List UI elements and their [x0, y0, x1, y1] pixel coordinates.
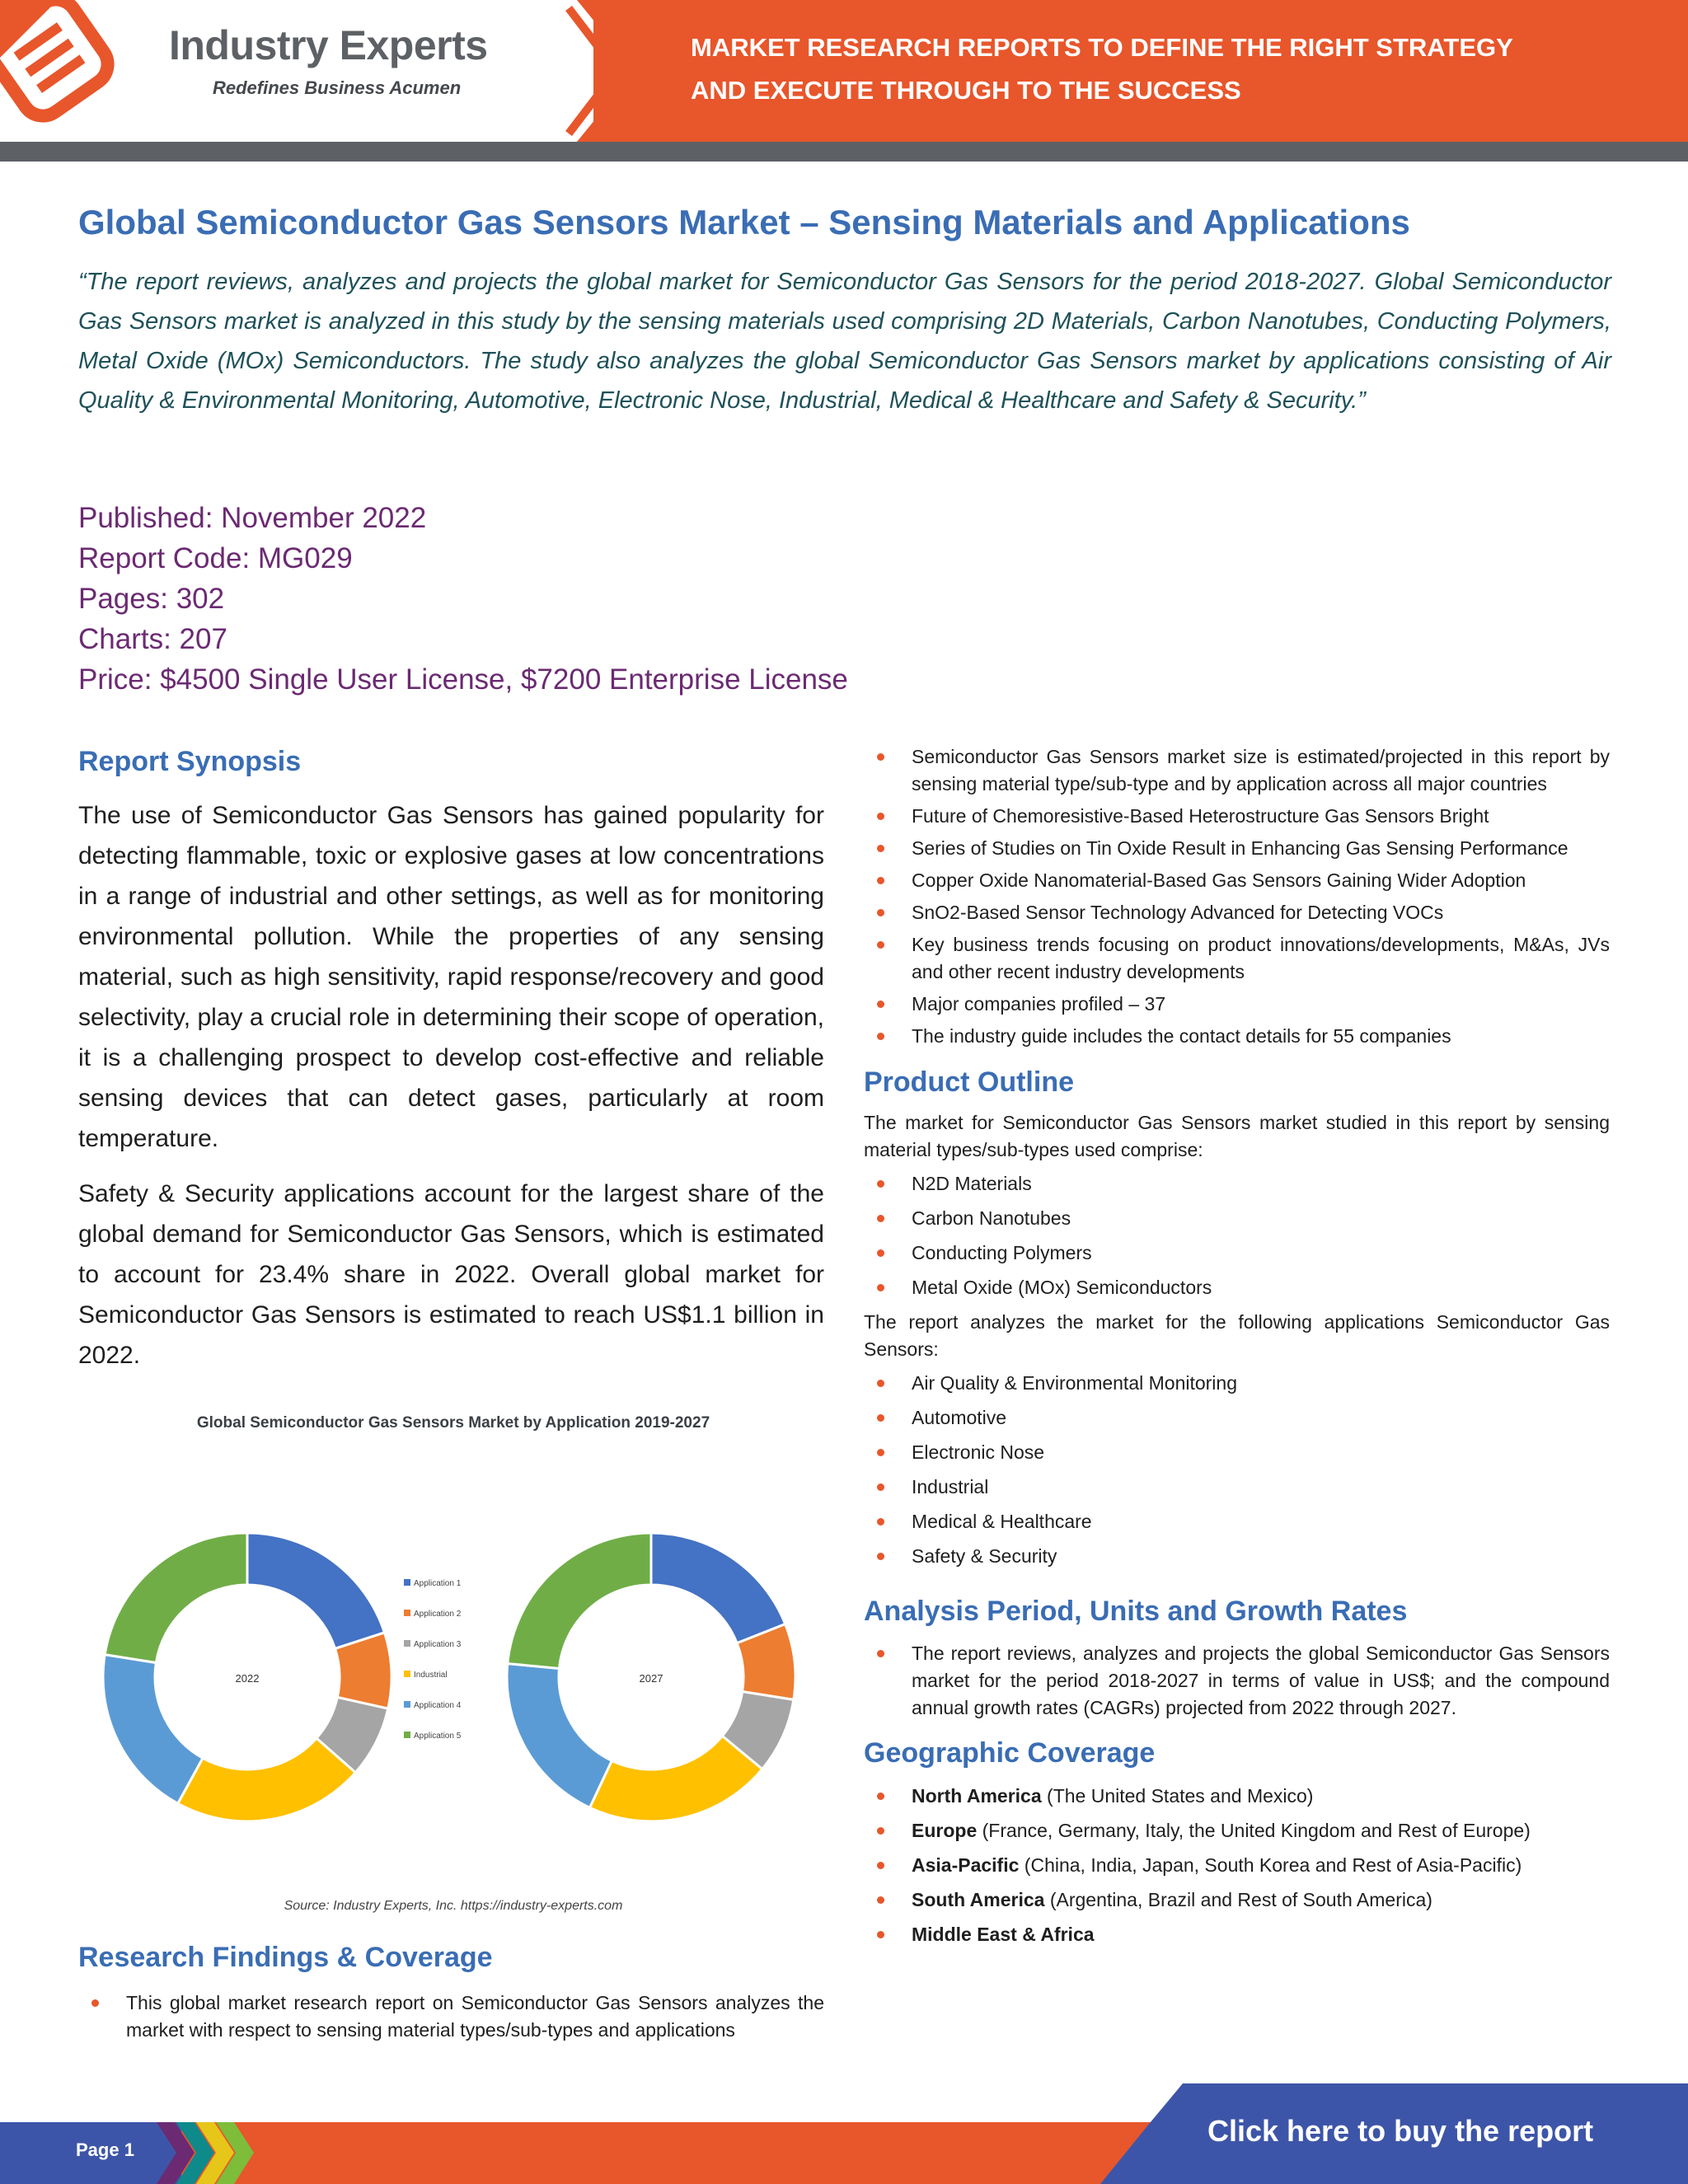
- material-item: N2D Materials: [864, 1170, 1610, 1197]
- report-title: Global Semiconductor Gas Sensors Market – Sensing Materials and Applications: [78, 203, 1410, 241]
- footer-chevrons-icon: [157, 2122, 264, 2184]
- region-name: Asia-Pacific: [912, 1854, 1020, 1876]
- brand-tagline: Redefines Business Acumen: [213, 77, 462, 98]
- apps-list: [864, 1370, 1610, 1570]
- findings-item: The industry guide includes the contact details for 55 companies: [864, 1023, 1610, 1050]
- geo-heading: Geographic Coverage: [864, 1737, 1156, 1769]
- donut-charts-svg: [82, 1393, 824, 1887]
- buy-report-link[interactable]: Click here to buy the report: [1207, 2114, 1594, 2148]
- donut-slice-2027-5: [507, 1664, 612, 1808]
- findings-list-right: [864, 743, 1610, 1055]
- findings-item: Key business trends focusing on product innovations/developments, M&As, JVs and other recent industry developments: [864, 931, 1610, 986]
- donut-year-label: 2022: [235, 1672, 260, 1685]
- legend-label: Application 1: [414, 1579, 462, 1588]
- app-item: Electronic Nose: [864, 1439, 1610, 1466]
- geo-item: [864, 1886, 1610, 1914]
- legend-swatch: [404, 1610, 410, 1616]
- published-date: Published: November 2022: [78, 502, 427, 534]
- region-detail: (Argentina, Brazil and Rest of South America): [1044, 1889, 1432, 1910]
- geo-item: [864, 1852, 1610, 1879]
- region-detail: (The United States and Mexico): [1041, 1785, 1314, 1807]
- donut-year-label: 2027: [639, 1672, 663, 1685]
- synopsis-paragraph-1: The use of Semiconductor Gas Sensors has gained popularity for detecting flammable, toxic or explosive gases at low concentrations in a range of industrial and other settings, as well as for monitoring environmental pollution. While the properties of any sensing material, such as high sensitivity, rapid response/recovery and good selectivity, play a crucial role in determining their scope of operation, it is a challenging prospect to develop cost-effective and reliable sensing devices that can detect gases, particularly at room temperature.: [78, 802, 824, 1152]
- donut-slice-2027-6: [508, 1533, 651, 1668]
- region-name: North America: [912, 1785, 1042, 1807]
- synopsis-paragraph-2: Safety & Security applications account for the largest share of the global demand for Semiconductor Gas Sensors, which is estimated to account for 23.4% share in 2022. Overall global market for Semiconductor Gas Sensors is estimated to reach US$1.1 billion in 2022.: [78, 1180, 824, 1369]
- legend-label: Application 3: [414, 1640, 462, 1649]
- findings-heading: Research Findings & Coverage: [78, 1942, 493, 1973]
- legend-label: Application 5: [414, 1732, 462, 1741]
- donut-slice-2022-5: [103, 1655, 203, 1804]
- report-meta: [78, 498, 848, 700]
- materials-intro: The market for Semiconductor Gas Sensors market studied in this report by sensing material types/sub-types used comprise:: [864, 1112, 1610, 1160]
- region-name: Europe: [912, 1820, 978, 1841]
- geo-list: [864, 1783, 1610, 1956]
- outline-heading: Product Outline: [864, 1066, 1074, 1098]
- apps-intro: The report analyzes the market for the following applications Semiconductor Gas Sensors:: [864, 1311, 1610, 1360]
- legend-swatch: [404, 1579, 410, 1586]
- region-name: South America: [912, 1889, 1045, 1910]
- donut-slice-2022-1: [247, 1533, 384, 1648]
- geo-item: [864, 1921, 1610, 1948]
- synopsis-heading: Report Synopsis: [78, 746, 302, 777]
- material-item: Conducting Polymers: [864, 1240, 1610, 1267]
- report-code: Report Code: MG029: [78, 542, 353, 574]
- chart-count: Charts: 207: [78, 623, 227, 655]
- donut-slice-2027-4: [589, 1736, 762, 1821]
- legend-swatch: [404, 1640, 410, 1647]
- region-detail: (China, India, Japan, South Korea and Rest of Asia-Pacific): [1019, 1854, 1522, 1876]
- findings-item: Major companies profiled – 37: [864, 991, 1610, 1018]
- region-detail: (France, Germany, Italy, the United Kingdom and Rest of Europe): [977, 1820, 1531, 1841]
- region-name: Middle East & Africa: [912, 1924, 1095, 1945]
- app-item: Air Quality & Environmental Monitoring: [864, 1370, 1610, 1397]
- material-item: Carbon Nanotubes: [864, 1205, 1610, 1232]
- donut-slice-2022-6: [105, 1533, 247, 1662]
- page-header: [0, 0, 1688, 162]
- findings-item: SnO2-Based Sensor Technology Advanced for Detecting VOCs: [864, 899, 1610, 926]
- material-item: Metal Oxide (MOx) Semiconductors: [864, 1274, 1610, 1301]
- legend-swatch: [404, 1671, 410, 1677]
- legend-label: Industrial: [414, 1671, 448, 1680]
- findings-item: Copper Oxide Nanomaterial-Based Gas Sensors Gaining Wider Adoption: [864, 867, 1610, 894]
- analysis-list: [864, 1640, 1610, 1727]
- page-count: Pages: 302: [78, 583, 225, 615]
- geo-item: [864, 1817, 1610, 1844]
- legend-label: Application 4: [414, 1701, 462, 1710]
- app-item: Safety & Security: [864, 1543, 1610, 1570]
- app-item: Industrial: [864, 1474, 1610, 1501]
- chart-title: Global Semiconductor Gas Sensors Market by Application 2019-2027: [196, 1414, 710, 1432]
- page-number: Page 1: [76, 2139, 134, 2160]
- legend-swatch: [404, 1732, 410, 1738]
- donut-slice-2027-1: [651, 1533, 785, 1643]
- analysis-heading: Analysis Period, Units and Growth Rates: [864, 1596, 1408, 1627]
- materials-list: [864, 1170, 1610, 1301]
- logo-mark-icon: [0, 0, 116, 124]
- findings-item: Series of Studies on Tin Oxide Result in Enhancing Gas Sensing Performance: [864, 835, 1610, 862]
- slogan-line-2: AND EXECUTE THROUGH TO THE SUCCESS: [691, 76, 1241, 105]
- findings-item: Future of Chemoresistive-Based Heterostructure Gas Sensors Bright: [864, 803, 1610, 830]
- brand-name: Industry Experts: [169, 22, 488, 68]
- findings-list-left: [78, 1990, 824, 2049]
- legend-label: Application 2: [414, 1610, 462, 1619]
- chart-source: Source: Industry Experts, Inc. https://industry-experts.com: [284, 1899, 623, 1913]
- donut-slice-2022-4: [178, 1738, 356, 1821]
- findings-item: This global market research report on Semiconductor Gas Sensors analyzes the market with respect to sensing material types/sub-types and applications: [78, 1990, 824, 2044]
- slogan-line-1: MARKET RESEARCH REPORTS TO DEFINE THE RIGHT STRATEGY: [691, 33, 1513, 62]
- analysis-item: The report reviews, analyzes and projects the global Semiconductor Gas Sensors market for the period 2018-2027 in terms of value in US$; and the compound annual growth rates (CAGRs) projected from 2022 through 2027.: [864, 1640, 1610, 1722]
- report-intro: “The report reviews, analyzes and projects the global market for Semiconductor Gas Sensors for the period 2018-2027. Global Semiconductor Gas Sensors market is analyzed in this study by the sensing materials used comprising 2D Materials, Carbon Nanotubes, Conducting Polymers, Metal Oxide (MOx) Semiconductors. The study also analyzes the global Semiconductor Gas Sensors market by applications consisting of Air Quality & Environmental Monitoring, Automotive, Electronic Nose, Industrial, Medical & Healthcare and Safety & Security.”: [78, 269, 1611, 414]
- header-slogan: [691, 26, 1614, 112]
- geo-item: [864, 1783, 1610, 1810]
- app-item: Automotive: [864, 1404, 1610, 1432]
- legend-swatch: [404, 1701, 410, 1708]
- synopsis-body: [78, 795, 824, 1376]
- application-donut-chart: [82, 1393, 824, 1937]
- findings-item: Semiconductor Gas Sensors market size is estimated/projected in this report by sensing material type/sub-type and by application across all major countries: [864, 743, 1610, 798]
- outline-body: [864, 1109, 1610, 1577]
- price: Price: $4500 Single User License, $7200 Enterprise License: [78, 663, 848, 696]
- app-item: Medical & Healthcare: [864, 1508, 1610, 1535]
